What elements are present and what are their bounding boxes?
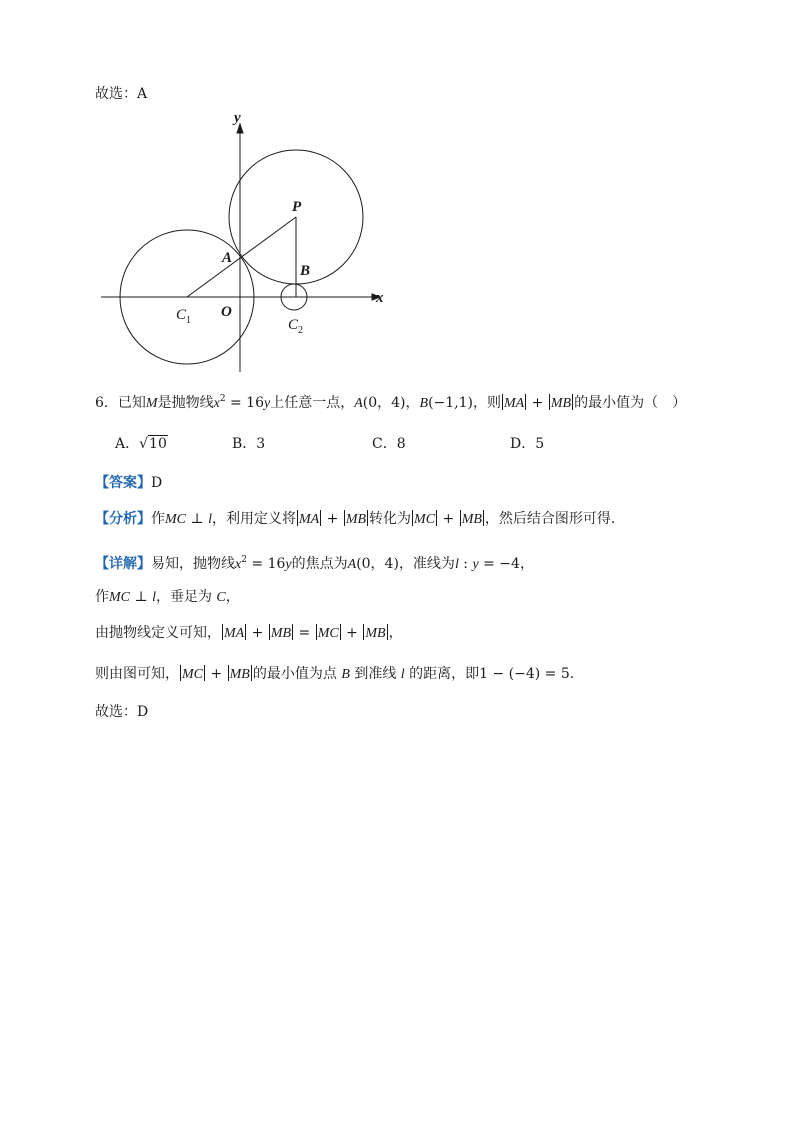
q6-eq-rest: = 16 [225,395,264,411]
q6-text3: ，则 [473,395,502,411]
segment-c1-p [187,217,296,297]
sqrt-sign: √ [139,436,149,452]
detail-colon: : [458,556,473,572]
q6-text1: 是抛物线 [157,395,214,411]
detail-t4: ， [519,556,534,572]
answer-value: D [151,475,163,491]
line4-mb: MB [229,667,250,682]
answer-tag: 【答案】 [95,475,151,491]
line3-eq: = [294,625,315,641]
option-d-label: D． [510,436,536,452]
analysis-ma: MA [298,512,320,527]
detail-line-2 [95,587,240,608]
option-d [510,434,544,454]
option-c-value: 8 [396,436,406,452]
detail-exp: 2 [241,555,247,565]
detail-t1: 易知，抛物线 [151,556,235,572]
q6-eq-y: y [264,396,271,411]
q6-m: M [145,396,158,411]
analysis-t3: 转化为 [369,511,412,527]
detail-line-4 [95,664,574,685]
detail-a-coord: (0，4) [356,556,399,572]
analysis-t1: 作 [151,511,165,527]
final-answer: 故选：D [95,704,149,720]
q6-ma: MA [504,396,525,411]
option-c [372,434,406,454]
option-b-label: B． [232,436,257,452]
line2-t1: 作 [95,589,109,605]
q6-a: A [354,396,363,411]
detail-a: A [347,557,357,572]
line4-t2: 的最小值为点 [252,666,342,682]
q6-sep: ， [405,395,420,411]
label-c2-letter: C [288,317,299,333]
option-b [232,434,265,454]
analysis-t4: ，然后结合图形可得. [484,511,616,527]
detail-tag: 【详解】 [95,556,151,572]
line2-t3: ， [225,589,240,605]
analysis-mc: MC [165,512,186,527]
q6-b: B [419,396,429,411]
q6-number: 6．已知 [95,395,146,411]
option-c-label: C． [372,436,397,452]
line4-calc: 1 − (−4) = 5 [479,666,570,682]
q6-text2: 上任意一点， [270,395,355,411]
detail-line-1 [95,550,534,575]
detail-line-3 [95,623,403,644]
label-y: y [234,110,241,126]
analysis-l: l [208,512,212,527]
line2-perp: ⊥ [130,589,153,605]
q6-text4: 的最小值为（ ） [574,395,687,411]
detail-y2: y [472,557,479,572]
detail-eq2: = −4 [478,556,520,572]
label-p: P [292,199,302,215]
line3-mc: MC [317,626,339,641]
line2-t2: ，垂足为 [155,589,217,605]
label-c2-sub: 2 [298,325,304,336]
analysis-mc2: MC [414,512,436,527]
line3-plus: + [247,625,268,641]
analysis-tag: 【分析】 [95,511,151,527]
line4-t1: 则由图可知， [95,666,179,682]
label-c1-sub: 1 [186,315,192,326]
option-a-value: 10 [149,436,167,452]
analysis-t2: ，利用定义将 [211,511,296,527]
analysis-mb: MB [345,512,367,527]
label-c2 [288,317,303,336]
line3-mb2: MB [365,626,386,641]
analysis-line [95,509,615,530]
q6-a-coord: (0，4) [362,395,406,411]
line3-plus2: + [341,625,363,641]
line2-mc: MC [109,590,130,605]
analysis-mb2: MB [461,512,482,527]
q6-b-coord: (−1,1) [428,395,474,411]
detail-eq: = 16 [246,556,286,572]
answer-line [95,473,162,493]
label-c1 [176,307,191,326]
q6-eq-x: x [213,396,220,411]
line2-l: l [152,590,156,605]
label-c1-letter: C [176,307,187,323]
line2-c: C [216,590,226,605]
q6-mb: MB [550,396,572,411]
detail-t3: ，准线为 [398,556,455,572]
line3-t1: 由抛物线定义可知， [95,625,221,641]
line3-mb: MB [270,626,292,641]
previous-answer: 故选：A [95,86,148,102]
label-b: B [300,263,311,279]
option-b-value: 3 [256,436,266,452]
q6-plus: + [527,395,548,411]
option-a [115,434,168,454]
line4-t3: 到准线 [349,666,401,682]
line4-t4: 的距离，即 [404,666,480,682]
detail-x: x [235,557,242,572]
label-x: x [376,290,384,306]
detail-l: l [454,557,459,572]
option-d-value: 5 [535,436,545,452]
line4-b: B [341,667,350,682]
line4-mc: MC [182,667,203,682]
line3-t2: ， [388,625,403,641]
label-o: O [221,304,232,320]
question-6 [95,389,686,414]
line4-t5: . [569,666,575,682]
analysis-plus2: + [438,511,459,527]
analysis-perp: ⊥ [186,511,209,527]
line4-plus: + [206,666,227,682]
q6-eq-exp: 2 [219,394,226,404]
detail-y: y [285,557,292,572]
analysis-plus: + [322,511,343,527]
label-a: A [222,250,233,266]
detail-t2: 的焦点为 [291,556,348,572]
line4-l: l [400,667,405,682]
option-a-label: A． [115,436,140,452]
line3-ma: MA [224,626,245,641]
